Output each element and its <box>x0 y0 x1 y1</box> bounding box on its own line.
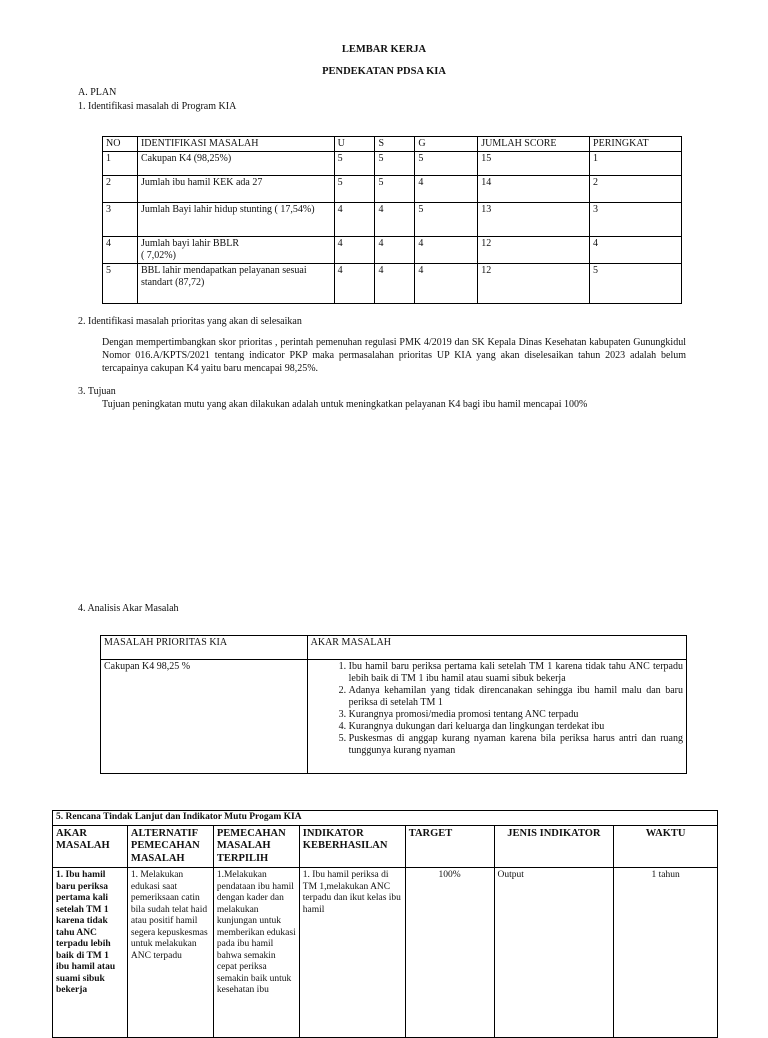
table-row <box>103 203 682 237</box>
cell-alternatif: 1. Melakukan edukasi saat pemeriksaan catin bila sudah telat haid atau positif hamil segera kepuskesmas untuk melakukan ANC terpadu <box>127 868 213 1038</box>
cell-terpilih: 1.Melakukan pendataan ibu hamil dengan kader dan melakukan kunjungan untuk memberikan edukasi pada ibu hamil bahwa semakin cepat periksa semakin baik untuk kesehatan ibu <box>213 868 299 1038</box>
cell: 5 <box>415 203 478 237</box>
section-a-heading: A. PLAN <box>78 87 117 98</box>
cell-waktu: 1 tahun <box>614 868 718 1038</box>
cell: 12 <box>478 264 590 304</box>
table-row <box>53 868 718 1038</box>
item-2-paragraph: Dengan mempertimbangkan skor prioritas , perintah pemenuhan regulasi PMK 4/2019 dan SK Kepala Dinas Kesehatan kabupaten Gunungkidul Nomor 016.A/KPTS/2021 tentang indicator PKP maka permasalahan prioritas UP KIA yang akan diselesaikan tahun 2023 adalah belum tercapainya cakupan K4 yaitu baru mencapai 98,25%. <box>102 337 686 374</box>
item-3-paragraph: Tujuan peningkatan mutu yang akan dilakukan adalah untuk meningkatkan pelayanan K4 bagi ibu hamil mencapai 100% <box>102 399 588 410</box>
cell: 5 <box>103 264 138 304</box>
table-row <box>103 237 682 264</box>
header-target: TARGET <box>405 825 494 868</box>
cell: 4 <box>590 237 682 264</box>
cell: 5 <box>334 176 375 203</box>
document-title: LEMBAR KERJA <box>341 44 427 55</box>
header-jenis-indikator: JENIS INDIKATOR <box>494 825 614 868</box>
header-s: S <box>375 137 415 152</box>
cell: Jumlah Bayi lahir hidup stunting ( 17,54%) <box>137 203 334 237</box>
cell-jenis: Output <box>494 868 614 1038</box>
cell: 14 <box>478 176 590 203</box>
header-u: U <box>334 137 375 152</box>
cell: 5 <box>375 152 415 176</box>
problem-identification-table <box>102 136 682 304</box>
cell: 13 <box>478 203 590 237</box>
cell-masalah: Cakupan K4 98,25 % <box>101 660 308 774</box>
cell-akar: 1. Ibu hamil baru periksa pertama kali setelah TM 1 karena tidak tahu ANC terpadu lebih baik di TM 1 ibu hamil atau suami sibuk bekerja <box>53 868 128 1038</box>
list-item: 1. Ibu hamil baru periksa pertama kali setelah TM 1 karena tidak tahu ANC terpadu lebih baik di TM 1 ibu hamil atau suami sibuk bekerja <box>349 661 683 685</box>
cell: 4 <box>375 264 415 304</box>
table-row <box>103 152 682 176</box>
cell: 2 <box>590 176 682 203</box>
list-item: 2. Adanya kehamilan yang tidak direncanakan sehingga ibu hamil malu dan baru periksa di setelah TM 1 <box>349 685 683 709</box>
item-3-heading: 3. Tujuan <box>78 386 116 397</box>
cell: 4 <box>375 203 415 237</box>
table-row <box>103 264 682 304</box>
list-item: 5. Puskesmas di anggap kurang nyaman karena bila periksa harus antri dan ruang tunggunya kurang nyaman <box>349 733 683 757</box>
cell: Cakupan K4 (98,25%) <box>137 152 334 176</box>
header-jumlah-score: JUMLAH SCORE <box>478 137 590 152</box>
document-subtitle: PENDEKATAN PDSA KIA <box>322 66 446 77</box>
table-header-row <box>101 636 687 660</box>
table-title-row <box>53 811 718 826</box>
list-item: 4. Kurangnya dukungan dari keluarga dan lingkungan terdekat ibu <box>349 721 683 733</box>
header-g: G <box>415 137 478 152</box>
cell: 3 <box>103 203 138 237</box>
root-cause-table <box>100 635 687 774</box>
cell: 4 <box>334 264 375 304</box>
table-row <box>103 176 682 203</box>
header-no: NO <box>103 137 138 152</box>
header-indikator: INDIKATOR KEBERHASILAN <box>299 825 405 868</box>
root-cause-list <box>311 661 683 757</box>
cell: 4 <box>334 203 375 237</box>
table-row <box>101 660 687 774</box>
cell: Jumlah bayi lahir BBLR ( 7,02%) <box>137 237 334 264</box>
header-identifikasi: IDENTIFIKASI MASALAH <box>137 137 334 152</box>
item-1-heading: 1. Identifikasi masalah di Program KIA <box>78 101 237 112</box>
cell: 5 <box>334 152 375 176</box>
cell: 3 <box>590 203 682 237</box>
cell: 5 <box>415 152 478 176</box>
header-terpilih: PEMECAHAN MASALAH TERPILIH <box>213 825 299 868</box>
cell-akar <box>307 660 686 774</box>
cell: 4 <box>415 237 478 264</box>
header-akar-masalah: AKAR MASALAH <box>53 825 128 868</box>
cell: 15 <box>478 152 590 176</box>
action-plan-table <box>52 810 718 1038</box>
cell: 4 <box>415 264 478 304</box>
header-waktu: WAKTU <box>614 825 718 868</box>
cell: 4 <box>334 237 375 264</box>
header-peringkat: PERINGKAT <box>590 137 682 152</box>
cell: 4 <box>375 237 415 264</box>
item-2-heading: 2. Identifikasi masalah prioritas yang akan di selesaikan <box>78 316 302 327</box>
list-item: 3. Kurangnya promosi/media promosi tentang ANC terpadu <box>349 709 683 721</box>
cell: 2 <box>103 176 138 203</box>
cell: 4 <box>415 176 478 203</box>
cell: 1 <box>590 152 682 176</box>
cell: 4 <box>103 237 138 264</box>
cell-indikator: 1. Ibu hamil periksa di TM 1,melakukan ANC terpadu dan ikut kelas ibu hamil <box>299 868 405 1038</box>
cell: BBL lahir mendapatkan pelayanan sesuai standart (87,72) <box>137 264 334 304</box>
table-header-row <box>53 825 718 868</box>
cell: 12 <box>478 237 590 264</box>
cell: 5 <box>375 176 415 203</box>
item-4-heading: 4. Analisis Akar Masalah <box>78 603 179 614</box>
table-title: 5. Rencana Tindak Lanjut dan Indikator Mutu Progam KIA <box>53 811 718 826</box>
cell-target: 100% <box>405 868 494 1038</box>
cell: 1 <box>103 152 138 176</box>
header-alternatif: ALTERNATIF PEMECAHAN MASALAH <box>127 825 213 868</box>
header-akar-masalah: AKAR MASALAH <box>307 636 686 660</box>
header-masalah-prioritas: MASALAH PRIORITAS KIA <box>101 636 308 660</box>
cell: 5 <box>590 264 682 304</box>
table-header-row <box>103 137 682 152</box>
cell: Jumlah ibu hamil KEK ada 27 <box>137 176 334 203</box>
